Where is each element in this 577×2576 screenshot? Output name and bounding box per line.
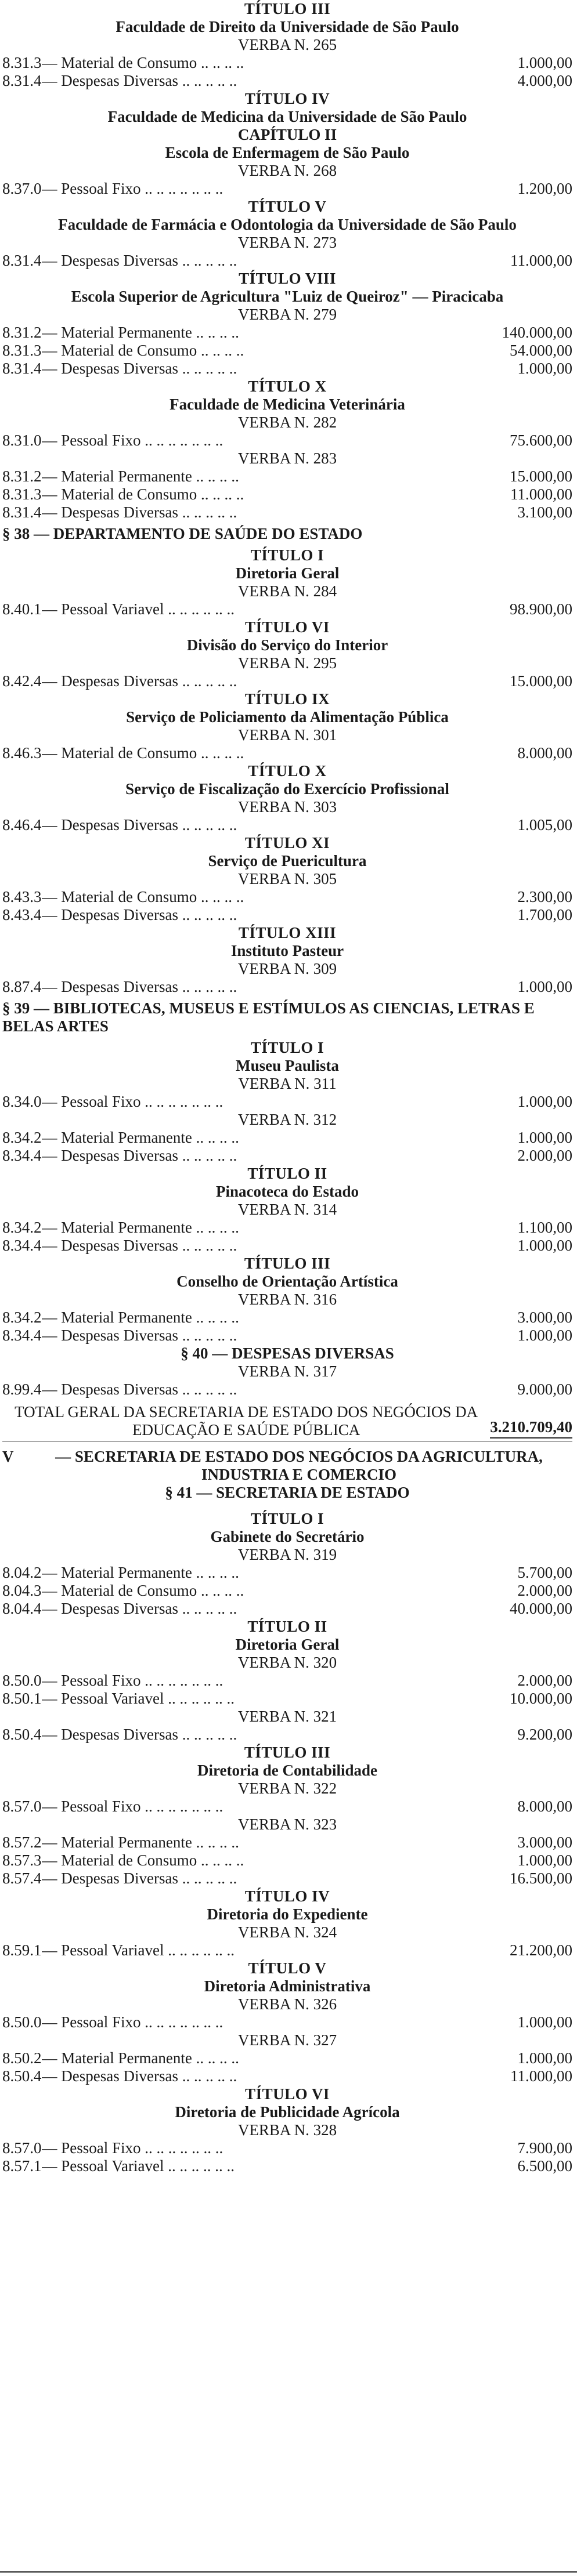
budget-line <box>2 486 572 503</box>
budget-code: 8.50.4 <box>2 2067 42 2085</box>
heading-line: VERBA N. 314 <box>237 1201 337 1218</box>
secretariat-heading <box>2 1448 572 1484</box>
budget-amount: 1.000,00 <box>517 1237 572 1254</box>
budget-code: 8.37.0 <box>2 180 42 197</box>
section-title: TÍTULO I <box>250 1039 324 1056</box>
heading-line: VERBA N. 321 <box>237 1708 337 1725</box>
budget-line <box>2 54 572 72</box>
heading-line: Diretoria Geral <box>235 564 340 582</box>
budget-code: 8.31.3 <box>2 486 42 503</box>
section-title: TÍTULO XIII <box>238 924 337 941</box>
budget-amount: 15.000,00 <box>510 672 572 690</box>
section-title: TÍTULO II <box>247 1165 327 1182</box>
budget-code: 8.34.2 <box>2 1129 42 1146</box>
heading-line: VERBA N. 327 <box>237 2031 337 2049</box>
budget-code: 8.34.4 <box>2 1237 42 1254</box>
heading-line: VERBA N. 273 <box>237 234 337 251</box>
section-title: TÍTULO III <box>244 1744 331 1761</box>
budget-description: — Material Permanente .. .. .. .. <box>41 1834 239 1851</box>
budget-line <box>2 324 572 342</box>
budget-code: 8.31.4 <box>2 503 42 521</box>
budget-line <box>2 1869 572 1887</box>
budget-line <box>2 1564 572 1582</box>
budget-code: 8.57.0 <box>2 1798 42 1815</box>
heading-line: Faculdade de Medicina Veterinária <box>170 396 405 413</box>
heading-line: VERBA N. 316 <box>237 1291 337 1308</box>
budget-line <box>2 906 572 924</box>
budget-amount: 1.000,00 <box>517 978 572 995</box>
budget-description: — Material Permanente .. .. .. .. <box>41 2049 239 2067</box>
grand-total <box>2 1403 572 1439</box>
budget-description: — Material de Consumo .. .. .. .. <box>41 1582 244 1599</box>
budget-line <box>2 252 572 270</box>
heading-line: VERBA N. 322 <box>237 1780 337 1797</box>
budget-line <box>2 1237 572 1255</box>
budget-line <box>2 2139 572 2157</box>
budget-line <box>2 1600 572 1618</box>
heading-line: VERBA N. 279 <box>237 306 337 323</box>
heading-line: VERBA N. 305 <box>237 870 337 887</box>
budget-code: 8.31.2 <box>2 468 42 485</box>
budget-amount: 11.000,00 <box>510 486 572 503</box>
heading-line: Diretoria Administrativa <box>204 1977 371 1995</box>
heading-line: § 40 — DESPESAS DIVERSAS <box>181 1345 394 1362</box>
section-title: TÍTULO IV <box>244 90 330 107</box>
budget-amount: 1.100,00 <box>517 1219 572 1236</box>
heading-line: VERBA N. 268 <box>237 162 337 179</box>
budget-description: — Material de Consumo .. .. .. .. <box>41 888 244 905</box>
budget-code: 8.50.0 <box>2 1672 42 1689</box>
budget-line <box>2 180 572 198</box>
budget-description: — Pessoal Variavel .. .. .. .. .. .. <box>41 600 235 618</box>
budget-description: — Pessoal Fixo .. .. .. .. .. .. .. <box>41 2013 223 2031</box>
heading-line: VERBA N. 324 <box>237 1923 337 1941</box>
heading-line: Serviço de Puericultura <box>208 852 367 869</box>
heading-line: VERBA N. 320 <box>237 1654 337 1671</box>
heading-line: § 41 — SECRETARIA DE ESTADO <box>165 1484 410 1501</box>
budget-amount: 1.000,00 <box>517 1327 572 1344</box>
budget-description: — Pessoal Fixo .. .. .. .. .. .. .. <box>41 1798 223 1815</box>
budget-code: 8.34.4 <box>2 1147 42 1164</box>
budget-description: — Pessoal Variavel .. .. .. .. .. .. <box>41 2157 235 2175</box>
budget-amount: 1.000,00 <box>517 1852 572 1869</box>
section-title: TÍTULO IV <box>244 1887 330 1905</box>
budget-code: 8.57.1 <box>2 2157 42 2175</box>
budget-amount: 2.000,00 <box>517 1582 572 1599</box>
budget-description: — Despesas Diversas .. .. .. .. .. <box>41 906 237 923</box>
budget-amount: 2.000,00 <box>517 1672 572 1689</box>
heading-line: Diretoria de Publicidade Agrícola <box>175 2103 400 2121</box>
budget-description: — Material de Consumo .. .. .. .. <box>41 1852 244 1869</box>
budget-description: — Material de Consumo .. .. .. .. <box>41 486 244 503</box>
budget-line <box>2 816 572 834</box>
budget-description: — Despesas Diversas .. .. .. .. .. <box>41 816 237 834</box>
heading-line: Diretoria de Contabilidade <box>197 1762 377 1779</box>
heading-line: Instituto Pasteur <box>230 942 344 959</box>
budget-amount: 2.000,00 <box>517 1147 572 1164</box>
budget-description: — Despesas Diversas .. .. .. .. .. <box>41 252 237 269</box>
budget-line <box>2 2067 572 2085</box>
budget-amount: 40.000,00 <box>510 1600 572 1617</box>
budget-amount: 1.000,00 <box>517 360 572 377</box>
budget-code: 8.40.1 <box>2 600 42 618</box>
grand-total-amount: 3.210.709,40 <box>490 1418 572 1439</box>
budget-description: — Despesas Diversas .. .. .. .. .. <box>41 672 237 690</box>
budget-amount: 16.500,00 <box>510 1869 572 1887</box>
grand-total-label: TOTAL GERAL DA SECRETARIA DE ESTADO DOS NEGÓCIOS DA EDUCAÇÃO E SAÚDE PÚBLICA <box>15 1403 478 1439</box>
heading-line: VERBA N. 323 <box>237 1816 337 1833</box>
budget-amount: 7.900,00 <box>517 2139 572 2157</box>
budget-line <box>2 2049 572 2067</box>
heading-line: VERBA N. 326 <box>237 1995 337 2013</box>
section-title: TÍTULO IX <box>244 690 330 708</box>
budget-code: 8.57.3 <box>2 1852 42 1869</box>
section-title: TÍTULO XI <box>244 834 330 852</box>
section-title: TÍTULO X <box>248 378 327 395</box>
budget-amount: 1.700,00 <box>517 906 572 923</box>
divider <box>2 1441 572 1442</box>
budget-amount: 1.000,00 <box>517 2013 572 2031</box>
budget-line <box>2 1219 572 1237</box>
paragraph-heading: § 39 — BIBLIOTECAS, MUSEUS E ESTÍMULOS AS CIENCIAS, LETRAS E BELAS ARTES <box>2 999 535 1035</box>
budget-line <box>2 432 572 450</box>
budget-line <box>2 1941 572 1959</box>
budget-code: 8.50.4 <box>2 1726 42 1743</box>
section-title: TÍTULO I <box>250 1510 324 1527</box>
heading-line: VERBA N. 284 <box>237 582 337 600</box>
budget-line <box>2 1834 572 1852</box>
heading-line: VERBA N. 282 <box>237 414 337 431</box>
section-title: TÍTULO II <box>247 1618 327 1635</box>
budget-code: 8.31.4 <box>2 72 42 89</box>
budget-amount: 21.200,00 <box>510 1941 572 1959</box>
heading-line: Pinacoteca do Estado <box>216 1183 359 1200</box>
budget-description: — Pessoal Variavel .. .. .. .. .. .. <box>41 1690 235 1707</box>
budget-amount: 1.000,00 <box>517 2049 572 2067</box>
budget-description: — Material de Consumo .. .. .. .. <box>41 342 244 359</box>
budget-code: 8.42.4 <box>2 672 42 690</box>
budget-code: 8.31.4 <box>2 252 42 269</box>
budget-code: 8.31.4 <box>2 360 42 377</box>
heading-line: VERBA N. 295 <box>237 654 337 672</box>
heading-line: VERBA N. 317 <box>237 1363 337 1380</box>
budget-code: 8.31.3 <box>2 54 42 71</box>
budget-amount: 9.200,00 <box>517 1726 572 1743</box>
budget-code: 8.31.2 <box>2 324 42 341</box>
budget-description: — Material Permanente .. .. .. .. <box>41 468 239 485</box>
budget-description: — Pessoal Fixo .. .. .. .. .. .. .. <box>41 432 223 449</box>
budget-line <box>2 342 572 360</box>
budget-amount: 2.300,00 <box>517 888 572 905</box>
budget-description: — Pessoal Variavel .. .. .. .. .. .. <box>41 1941 235 1959</box>
budget-amount: 54.000,00 <box>510 342 572 359</box>
budget-amount: 75.600,00 <box>510 432 572 449</box>
budget-description: — Despesas Diversas .. .. .. .. .. <box>41 72 237 89</box>
budget-line <box>2 978 572 996</box>
heading-line: VERBA N. 319 <box>237 1546 337 1563</box>
budget-description: — Despesas Diversas .. .. .. .. .. <box>41 1237 237 1254</box>
budget-line <box>2 1798 572 1816</box>
budget-code: 8.43.4 <box>2 906 42 923</box>
budget-line <box>2 503 572 521</box>
budget-description: — Material de Consumo .. .. .. .. <box>41 54 244 71</box>
heading-line: Escola Superior de Agricultura "Luiz de Queiroz" — Piracicaba <box>71 288 504 305</box>
heading-line: Conselho de Orientação Artística <box>176 1273 398 1290</box>
budget-line <box>2 2013 572 2031</box>
heading-line: Faculdade de Medicina da Universidade de São Paulo <box>107 108 467 125</box>
budget-amount: 1.000,00 <box>517 54 572 71</box>
budget-amount: 8.000,00 <box>517 1798 572 1815</box>
budget-line <box>2 2157 572 2175</box>
budget-description: — Despesas Diversas .. .. .. .. .. <box>41 1327 237 1344</box>
budget-code: 8.04.2 <box>2 1564 42 1581</box>
paragraph-heading: § 38 — DEPARTAMENTO DE SAÚDE DO ESTADO <box>2 525 363 542</box>
budget-amount: 1.005,00 <box>517 816 572 834</box>
budget-amount: 8.000,00 <box>517 744 572 762</box>
budget-amount: 6.500,00 <box>517 2157 572 2175</box>
budget-code: 8.46.4 <box>2 816 42 834</box>
budget-line <box>2 888 572 906</box>
heading-line: Diretoria Geral <box>235 1636 340 1653</box>
heading-line: VERBA N. 311 <box>238 1075 337 1092</box>
budget-description: — Despesas Diversas .. .. .. .. .. <box>41 1147 237 1164</box>
budget-line <box>2 744 572 762</box>
budget-line <box>2 468 572 486</box>
section-title: TÍTULO X <box>248 762 327 780</box>
budget-description: — Despesas Diversas .. .. .. .. .. <box>41 978 237 995</box>
budget-code: 8.34.0 <box>2 1093 42 1110</box>
budget-line <box>2 72 572 90</box>
budget-line <box>2 1129 572 1147</box>
budget-amount: 3.100,00 <box>517 503 572 521</box>
budget-amount: 3.000,00 <box>517 1834 572 1851</box>
heading-line: VERBA N. 283 <box>237 450 337 467</box>
heading-line: VERBA N. 328 <box>237 2121 337 2139</box>
heading-line: Serviço de Fiscalização do Exercício Profissional <box>125 780 449 798</box>
budget-code: 8.57.2 <box>2 1834 42 1851</box>
budget-line <box>2 1582 572 1600</box>
budget-description: — Despesas Diversas .. .. .. .. .. <box>41 1869 237 1887</box>
budget-description: — Material Permanente .. .. .. .. <box>41 1564 239 1581</box>
budget-description: — Pessoal Fixo .. .. .. .. .. .. .. <box>41 1672 223 1689</box>
budget-description: — Despesas Diversas .. .. .. .. .. <box>41 1726 237 1743</box>
heading-line: Serviço de Policiamento da Alimentação Pública <box>126 708 449 726</box>
budget-line <box>2 1672 572 1690</box>
budget-description: — Pessoal Fixo .. .. .. .. .. .. .. <box>41 1093 223 1110</box>
heading-line: VERBA N. 265 <box>237 36 337 53</box>
section-title: TÍTULO III <box>244 1255 331 1272</box>
budget-code: 8.50.0 <box>2 2013 42 2031</box>
section-title: TÍTULO VIII <box>239 270 336 287</box>
budget-code: 8.34.2 <box>2 1309 42 1326</box>
spacer <box>2 1502 572 1510</box>
budget-description: — Material Permanente .. .. .. .. <box>41 1219 239 1236</box>
heading-line: Escola de Enfermagem de São Paulo <box>165 144 410 161</box>
budget-code: 8.34.4 <box>2 1327 42 1344</box>
heading-line: VERBA N. 303 <box>237 798 337 816</box>
secretariat-title: — SECRETARIA DE ESTADO DOS NEGÓCIOS DA AGRICULTURA, INDUSTRIA E COMERCIO <box>55 1448 543 1483</box>
budget-code: 8.31.0 <box>2 432 42 449</box>
budget-code: 8.04.4 <box>2 1600 42 1617</box>
section-title: TÍTULO V <box>248 198 327 215</box>
budget-description: — Material de Consumo .. .. .. .. <box>41 744 244 762</box>
heading-line: VERBA N. 309 <box>237 960 337 977</box>
budget-line <box>2 1726 572 1744</box>
budget-description: — Material Permanente .. .. .. .. <box>41 324 239 341</box>
budget-code: 8.57.0 <box>2 2139 42 2157</box>
budget-code: 8.34.2 <box>2 1219 42 1236</box>
heading-line: Faculdade de Direito da Universidade de São Paulo <box>116 18 459 35</box>
budget-line <box>2 1309 572 1327</box>
budget-code: 8.59.1 <box>2 1941 42 1959</box>
heading-line: Gabinete do Secretário <box>210 1528 365 1545</box>
heading-line: Faculdade de Farmácia e Odontologia da Universidade de São Paulo <box>58 216 517 233</box>
budget-code: 8.99.4 <box>2 1381 42 1398</box>
budget-description: — Despesas Diversas .. .. .. .. .. <box>41 503 237 521</box>
budget-line <box>2 672 572 690</box>
budget-line <box>2 1327 572 1345</box>
budget-amount: 4.000,00 <box>517 72 572 89</box>
section-title: TÍTULO V <box>248 1959 327 1977</box>
budget-description: — Despesas Diversas .. .. .. .. .. <box>41 1600 237 1617</box>
budget-code: 8.43.3 <box>2 888 42 905</box>
budget-amount: 5.700,00 <box>517 1564 572 1581</box>
budget-amount: 15.000,00 <box>510 468 572 485</box>
bottom-rule <box>0 2571 577 2573</box>
budget-amount: 11.000,00 <box>510 252 572 269</box>
heading-line: CAPÍTULO II <box>237 126 337 143</box>
budget-code: 8.87.4 <box>2 978 42 995</box>
budget-amount: 140.000,00 <box>502 324 572 341</box>
budget-code: 8.57.4 <box>2 1869 42 1887</box>
budget-description: — Despesas Diversas .. .. .. .. .. <box>41 2067 237 2085</box>
secretariat-number: V <box>2 1448 14 1465</box>
budget-amount: 11.000,00 <box>510 2067 572 2085</box>
heading-line: Museu Paulista <box>236 1057 339 1074</box>
budget-line <box>2 360 572 378</box>
heading-line: VERBA N. 301 <box>237 726 337 744</box>
budget-line <box>2 1852 572 1869</box>
budget-code: 8.31.3 <box>2 342 42 359</box>
heading-line: VERBA N. 312 <box>237 1111 337 1128</box>
budget-amount: 98.900,00 <box>510 600 572 618</box>
budget-amount: 1.000,00 <box>517 1093 572 1110</box>
budget-description: — Material Permanente .. .. .. .. <box>41 1129 239 1146</box>
budget-description: — Pessoal Fixo .. .. .. .. .. .. .. <box>41 2139 223 2157</box>
budget-code: 8.50.1 <box>2 1690 42 1707</box>
budget-amount: 10.000,00 <box>510 1690 572 1707</box>
budget-line <box>2 1147 572 1165</box>
budget-description: — Pessoal Fixo .. .. .. .. .. .. .. <box>41 180 223 197</box>
budget-description: — Despesas Diversas .. .. .. .. .. <box>41 360 237 377</box>
heading-line: Diretoria do Expediente <box>207 1905 368 1923</box>
budget-line <box>2 1381 572 1398</box>
budget-line <box>2 1690 572 1708</box>
budget-code: 8.50.2 <box>2 2049 42 2067</box>
section-title: TÍTULO III <box>244 0 331 17</box>
heading-line: Divisão do Serviço do Interior <box>186 636 388 654</box>
budget-amount: 3.000,00 <box>517 1309 572 1326</box>
section-title: TÍTULO VI <box>245 618 330 636</box>
budget-description: — Despesas Diversas .. .. .. .. .. <box>41 1381 237 1398</box>
budget-amount: 9.000,00 <box>517 1381 572 1398</box>
budget-description: — Material Permanente .. .. .. .. <box>41 1309 239 1326</box>
budget-line <box>2 600 572 618</box>
budget-line <box>2 1093 572 1111</box>
budget-amount: 1.000,00 <box>517 1129 572 1146</box>
budget-code: 8.46.3 <box>2 744 42 762</box>
budget-amount: 1.200,00 <box>517 180 572 197</box>
section-title: TÍTULO VI <box>245 2085 330 2103</box>
section-title: TÍTULO I <box>250 546 324 564</box>
budget-code: 8.04.3 <box>2 1582 42 1599</box>
